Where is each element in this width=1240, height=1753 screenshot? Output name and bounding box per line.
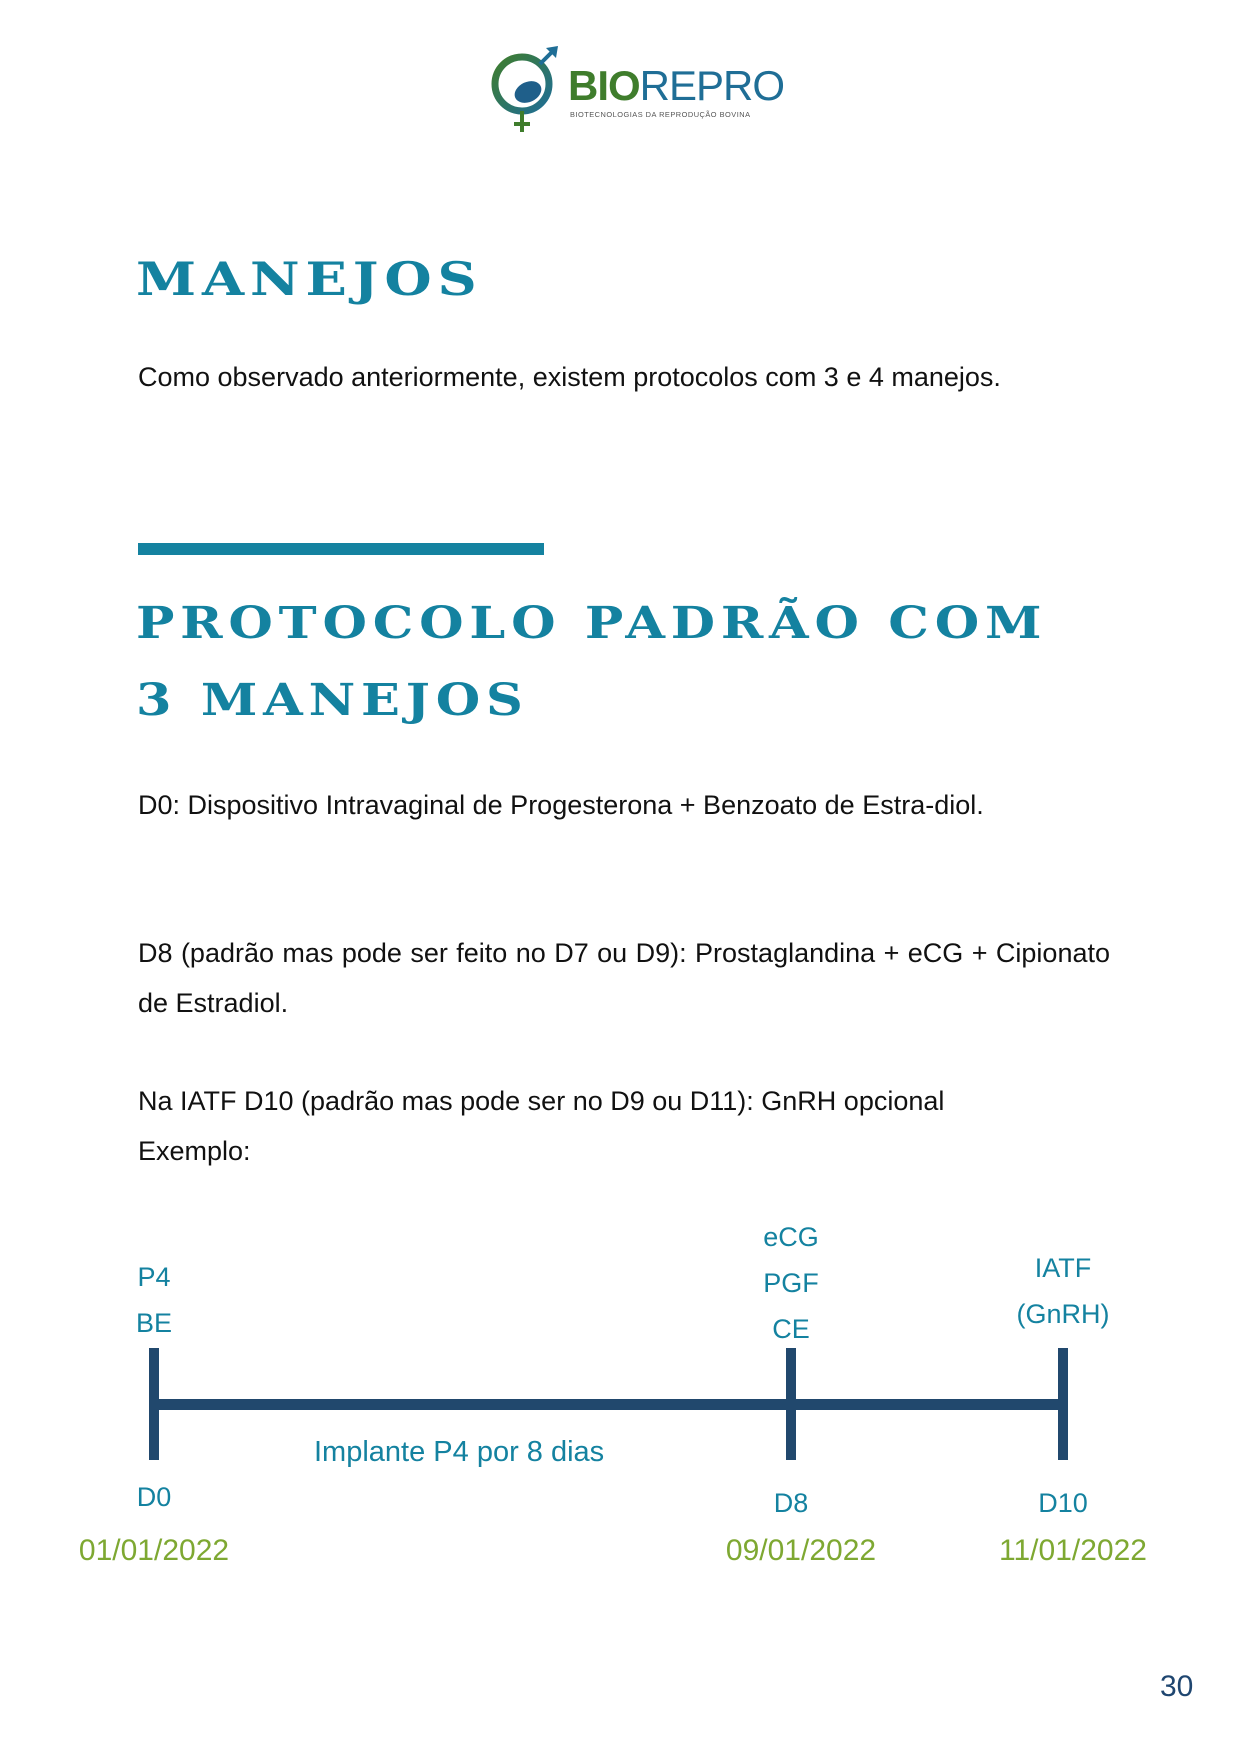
span-label: Implante P4 por 8 dias bbox=[314, 1436, 605, 1468]
page-number: 30 bbox=[1160, 1670, 1194, 1703]
intro-paragraph: Como observado anteriormente, existem protocolos com 3 e 4 manejos. bbox=[138, 362, 1001, 392]
tick-d0 bbox=[149, 1348, 159, 1460]
d8-event-labels bbox=[741, 1214, 841, 1352]
biorepro-logo bbox=[488, 44, 785, 140]
day-d0: D0 bbox=[136, 1482, 172, 1512]
logo-wordmark bbox=[568, 62, 784, 110]
label-gnrh: (GnRH) bbox=[1016, 1299, 1110, 1329]
label-ecg: eCG bbox=[763, 1222, 819, 1252]
tick-d10 bbox=[1058, 1348, 1068, 1460]
step-d8: D8 (padrão mas pode ser feito no D7 ou D9): Prostaglandina + eCG + Cipionato de Estradiol. bbox=[138, 938, 1110, 1018]
day-d8: D8 bbox=[773, 1488, 809, 1518]
section-title-protocolo-line1: PROTOCOLO PADRÃO COM bbox=[136, 598, 1048, 649]
section-title-manejos: MANEJOS bbox=[136, 252, 483, 306]
section-title-protocolo-line2: 3 MANEJOS bbox=[136, 675, 529, 726]
logo-tagline: BIOTECNOLOGIAS DA REPRODUÇÃO BOVINA bbox=[570, 110, 751, 119]
label-iatf: IATF bbox=[1034, 1253, 1092, 1283]
d0-event-labels bbox=[114, 1254, 194, 1346]
step-iatf-text: Na IATF D10 (padrão mas pode ser no D9 ou D11): GnRH opcional bbox=[138, 1086, 945, 1116]
label-pgf: PGF bbox=[763, 1268, 819, 1298]
label-ce: CE bbox=[772, 1314, 810, 1344]
day-d10: D10 bbox=[1038, 1488, 1088, 1518]
date-d8: 09/01/2022 bbox=[725, 1534, 877, 1567]
step-d0: D0: Dispositivo Intravaginal de Progesterona + Benzoato de Estra-diol. bbox=[138, 790, 984, 820]
logo-emblem-icon bbox=[488, 44, 568, 140]
d10-event-labels bbox=[993, 1245, 1133, 1337]
date-d10: 11/01/2022 bbox=[999, 1534, 1147, 1567]
example-label: Exemplo: bbox=[138, 1136, 251, 1166]
section-divider bbox=[138, 543, 544, 555]
logo-repro-text: REPRO bbox=[639, 62, 785, 109]
logo-bio-text: BIO bbox=[568, 62, 640, 109]
date-d0: 01/01/2022 bbox=[78, 1534, 230, 1567]
label-p4: P4 bbox=[137, 1262, 171, 1292]
label-be: BE bbox=[135, 1308, 173, 1338]
tick-d8 bbox=[786, 1348, 796, 1460]
step-iatf bbox=[138, 1076, 1110, 1176]
timeline-bar bbox=[154, 1399, 1064, 1410]
